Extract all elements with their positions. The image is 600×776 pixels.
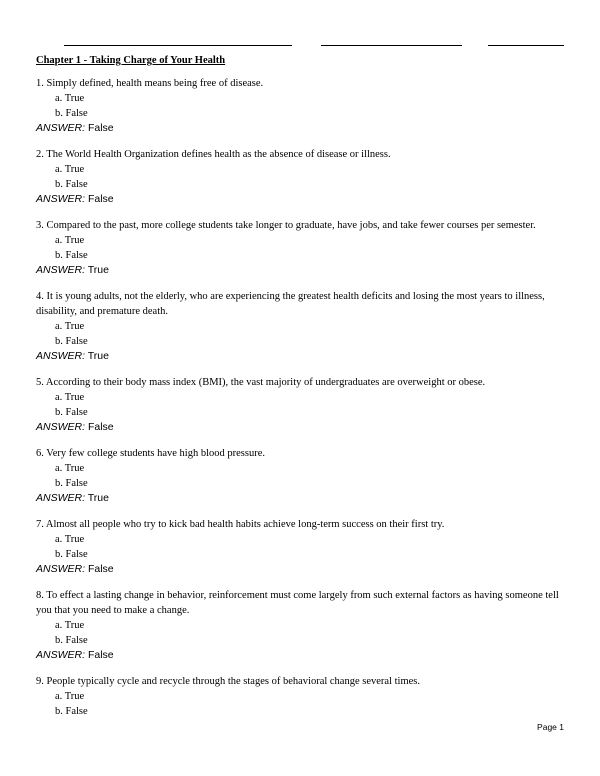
question-item xyxy=(36,588,576,663)
question-item xyxy=(36,147,576,207)
option-true: a. True xyxy=(55,534,85,545)
question-stem: 3. Compared to the past, more college students take longer to graduate, have jobs, and take fewer courses per semester. xyxy=(36,220,536,231)
answer-line xyxy=(36,192,576,207)
question-stem: 7. Almost all people who try to kick bad health habits achieve long-term success on their first try. xyxy=(36,519,445,530)
question-stem: 9. People typically cycle and recycle through the stages of behavioral change several times. xyxy=(36,676,420,687)
option-true: a. True xyxy=(55,620,85,631)
option-false: b. False xyxy=(55,179,88,190)
answer-label: ANSWER: xyxy=(36,649,86,661)
answer-value: False xyxy=(87,563,114,575)
page-number: Page 1 xyxy=(537,722,564,732)
answer-label: ANSWER: xyxy=(36,264,86,276)
question-stem: 8. To effect a lasting change in behavior, reinforcement must come largely from such external factors as having someone tell you that you need to make a change. xyxy=(36,590,559,616)
question-item xyxy=(36,674,576,719)
answer-value: True xyxy=(87,492,109,504)
option-false: b. False xyxy=(55,407,88,418)
option-true: a. True xyxy=(55,93,85,104)
option-true: a. True xyxy=(55,392,85,403)
option-false: b. False xyxy=(55,706,88,717)
answer-line xyxy=(36,349,576,364)
answer-line xyxy=(36,420,576,435)
class-blank-line xyxy=(321,45,462,46)
option-false: b. False xyxy=(55,478,88,489)
answer-value: False xyxy=(87,193,114,205)
question-list xyxy=(36,76,576,730)
option-false: b. False xyxy=(55,108,88,119)
question-item xyxy=(36,446,576,506)
answer-label: ANSWER: xyxy=(36,122,86,134)
answer-label: ANSWER: xyxy=(36,492,86,504)
question-stem: 5. According to their body mass index (BMI), the vast majority of undergraduates are overweight or obese. xyxy=(36,377,486,388)
date-blank-line xyxy=(488,45,564,46)
name-blank-line xyxy=(64,45,292,46)
option-false: b. False xyxy=(55,635,88,646)
question-item xyxy=(36,218,576,278)
option-true: a. True xyxy=(55,463,85,474)
option-false: b. False xyxy=(55,250,88,261)
answer-value: True xyxy=(87,264,109,276)
option-false: b. False xyxy=(55,336,88,347)
answer-value: False xyxy=(87,649,114,661)
answer-value: False xyxy=(87,122,114,134)
question-item xyxy=(36,375,576,435)
question-item xyxy=(36,289,576,364)
option-true: a. True xyxy=(55,235,85,246)
option-true: a. True xyxy=(55,164,85,175)
question-item xyxy=(36,76,576,136)
answer-line xyxy=(36,562,576,577)
question-stem: 6. Very few college students have high blood pressure. xyxy=(36,448,266,459)
question-stem: 4. It is young adults, not the elderly, who are experiencing the greatest health deficits and losing the most years to illness, disability, and premature death. xyxy=(36,291,545,317)
question-item xyxy=(36,517,576,577)
answer-line xyxy=(36,121,576,136)
question-stem: 1. Simply defined, health means being free of disease. xyxy=(36,78,264,89)
answer-value: False xyxy=(87,421,114,433)
question-stem: 2. The World Health Organization defines health as the absence of disease or illness. xyxy=(36,149,391,160)
chapter-title: Chapter 1 - Taking Charge of Your Health xyxy=(36,55,226,66)
option-true: a. True xyxy=(55,321,85,332)
option-false: b. False xyxy=(55,549,88,560)
answer-label: ANSWER: xyxy=(36,350,86,362)
answer-label: ANSWER: xyxy=(36,193,86,205)
answer-line xyxy=(36,263,576,278)
option-true: a. True xyxy=(55,691,85,702)
answer-line xyxy=(36,491,576,506)
answer-line xyxy=(36,648,576,663)
answer-value: True xyxy=(87,350,109,362)
answer-label: ANSWER: xyxy=(36,421,86,433)
answer-label: ANSWER: xyxy=(36,563,86,575)
